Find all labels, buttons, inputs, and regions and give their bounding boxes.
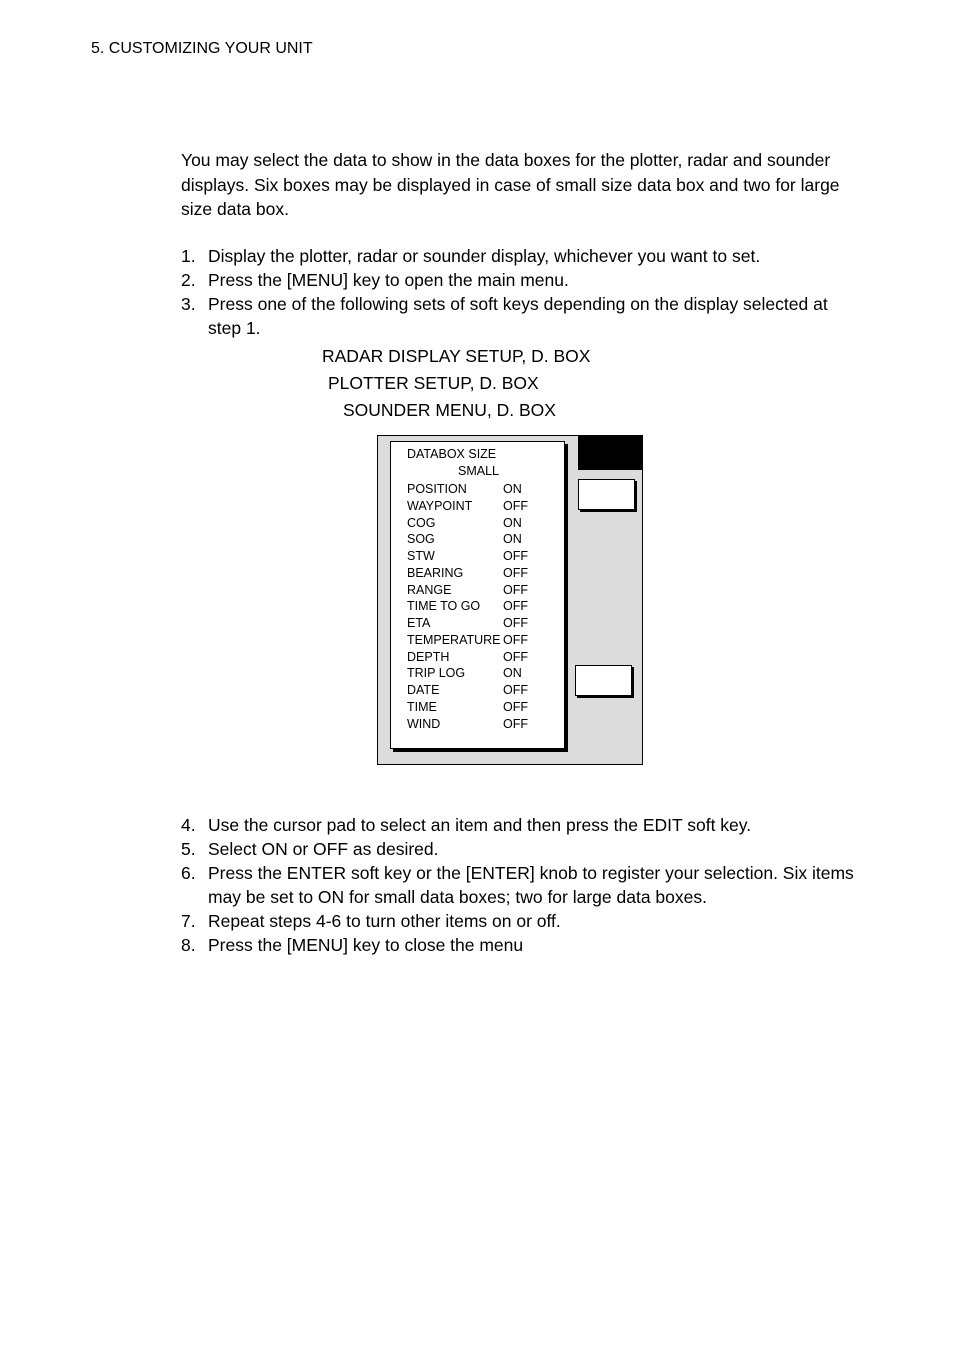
menu-row[interactable]: [407, 615, 557, 632]
menu-item-label: STW: [407, 549, 435, 563]
databox-menu-figure: [377, 435, 643, 765]
section-header: 5. CUSTOMIZING YOUR UNIT: [91, 40, 313, 57]
menu-row[interactable]: [407, 682, 557, 699]
step-number: 2.: [181, 270, 196, 290]
menu-item-label: COG: [407, 515, 436, 530]
step-text: Repeat steps 4-6 to turn other items on or off.: [208, 911, 561, 931]
menu-item-label: WIND: [407, 716, 441, 731]
menu-row[interactable]: [407, 515, 557, 532]
menu-row[interactable]: [407, 582, 557, 599]
menu-row[interactable]: [407, 531, 557, 548]
menu-item-label: RANGE: [407, 582, 452, 597]
menu-item-label: SOG: [407, 532, 435, 547]
soft-key-button[interactable]: [575, 665, 632, 696]
step-item: [181, 292, 861, 340]
menu-item-value: OFF: [503, 582, 528, 597]
menu-row[interactable]: [407, 716, 557, 733]
menu-title: DATABOX SIZE: [407, 447, 497, 461]
menu-row[interactable]: [407, 665, 557, 682]
menu-item-value: ON: [503, 532, 522, 547]
menu-item-label: ETA: [407, 616, 431, 630]
menu-item-value: ON: [503, 482, 522, 496]
menu-row[interactable]: [407, 481, 557, 498]
step-item: [181, 244, 861, 268]
step-text: Press the [MENU] key to open the main menu.: [208, 270, 569, 290]
step-item: [181, 813, 861, 837]
step-number: 4.: [181, 815, 196, 835]
step-text: Press one of the following sets of soft keys depending on the display selected at step 1.: [208, 294, 828, 338]
menu-rows: [407, 481, 557, 732]
key-sequence-sounder: SOUNDER MENU, D. BOX: [343, 400, 556, 420]
step-number: 6.: [181, 863, 196, 883]
menu-item-value: OFF: [503, 549, 528, 563]
step-item: [181, 837, 861, 861]
step-text: Display the plotter, radar or sounder display, whichever you want to set.: [208, 246, 761, 266]
soft-key-button[interactable]: [578, 479, 635, 510]
menu-row[interactable]: [407, 699, 557, 716]
key-sequence-plotter: PLOTTER SETUP, D. BOX: [328, 373, 539, 393]
menu-item-label: TEMPERATURE: [407, 632, 501, 647]
menu-item-value: OFF: [503, 699, 528, 714]
menu-item-label: DEPTH: [407, 649, 450, 664]
menu-row[interactable]: [407, 548, 557, 565]
intro-paragraph: You may select the data to show in the data boxes for the plotter, radar and sounder displays. Six boxes may be displayed in case of small size data box and two for large size data box.: [181, 150, 840, 219]
step-number: 8.: [181, 935, 196, 955]
menu-item-value: OFF: [503, 565, 528, 580]
menu-item-value: OFF: [503, 632, 528, 647]
menu-row[interactable]: [407, 632, 557, 649]
key-sequence-radar: RADAR DISPLAY SETUP, D. BOX: [322, 346, 591, 366]
menu-row[interactable]: [407, 498, 557, 515]
step-text: Press the ENTER soft key or the [ENTER] knob to register your selection. Six items may be set to ON for small data boxes; two for large data boxes.: [208, 863, 854, 907]
menu-item-value: ON: [503, 666, 522, 681]
menu-item-label: POSITION: [407, 482, 467, 496]
menu-item-value: OFF: [503, 649, 528, 664]
menu-item-label: DATE: [407, 683, 440, 697]
step-text: Select ON or OFF as desired.: [208, 839, 439, 859]
menu-row[interactable]: [407, 565, 557, 582]
menu-item-value: OFF: [503, 616, 528, 630]
databox-menu-panel: [390, 441, 565, 749]
menu-item-label: BEARING: [407, 565, 464, 580]
step-text: Press the [MENU] key to close the menu: [208, 935, 524, 955]
menu-item-label: WAYPOINT: [407, 498, 473, 513]
step-number: 3.: [181, 294, 196, 314]
menu-item-label: TIME TO GO: [407, 599, 481, 614]
steps-list-after: [181, 813, 861, 957]
menu-item-value: OFF: [503, 683, 528, 697]
step-item: [181, 933, 861, 957]
step-number: 5.: [181, 839, 196, 859]
menu-item-value: OFF: [503, 498, 528, 513]
menu-row[interactable]: [407, 649, 557, 666]
step-item: [181, 909, 861, 933]
menu-item-value: OFF: [503, 599, 528, 614]
menu-item-label: TRIP LOG: [407, 666, 466, 681]
soft-key-highlighted[interactable]: [578, 436, 643, 470]
step-text: Use the cursor pad to select an item and then press the EDIT soft key.: [208, 815, 752, 835]
steps-list-before: [181, 244, 861, 340]
menu-item-value: OFF: [503, 716, 528, 731]
menu-item-value: ON: [503, 515, 522, 530]
step-number: 7.: [181, 911, 196, 931]
step-item: [181, 861, 861, 909]
menu-item-label: TIME: [407, 699, 437, 714]
menu-row[interactable]: [407, 598, 557, 615]
databox-size-value[interactable]: SMALL: [458, 464, 499, 478]
step-item: [181, 268, 861, 292]
step-number: 1.: [181, 246, 196, 266]
